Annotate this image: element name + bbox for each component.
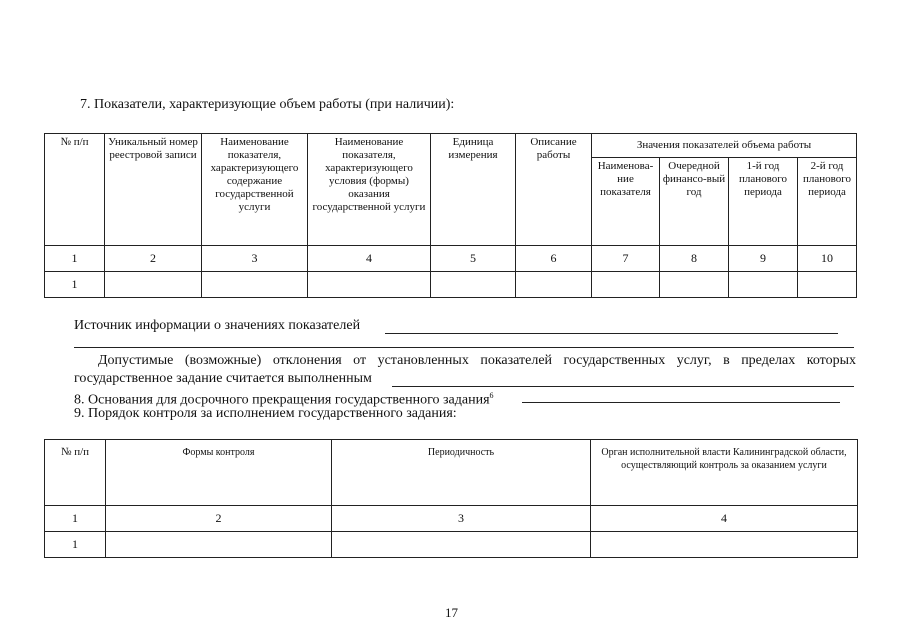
column-number: 6 xyxy=(516,246,592,272)
source-label: Источник информации о значениях показателей xyxy=(74,318,361,333)
header-periodicity: Периодичность xyxy=(332,440,591,506)
table-cell xyxy=(202,272,308,298)
table-cell xyxy=(106,532,332,558)
header-content-indicator: Наименование показателя, характеризующего содержание государственной услуги xyxy=(202,134,308,246)
header-number: № п/п xyxy=(45,440,106,506)
work-volume-table xyxy=(44,133,857,298)
header-indicator-name: Наименова-ние показателя xyxy=(592,158,660,246)
column-number: 3 xyxy=(332,506,591,532)
table-cell xyxy=(332,532,591,558)
column-number: 7 xyxy=(592,246,660,272)
table-cell xyxy=(431,272,516,298)
table-cell xyxy=(798,272,857,298)
page-number: 17 xyxy=(445,605,458,620)
column-number: 4 xyxy=(308,246,431,272)
column-number: 3 xyxy=(202,246,308,272)
table-cell xyxy=(591,532,858,558)
column-number: 2 xyxy=(106,506,332,532)
source-fill-line xyxy=(385,333,838,334)
column-number: 5 xyxy=(431,246,516,272)
table-cell xyxy=(308,272,431,298)
header-control-forms: Формы контроля xyxy=(106,440,332,506)
table-cell xyxy=(592,272,660,298)
row-number: 1 xyxy=(45,272,105,298)
header-conditions-indicator: Наименование показателя, характеризующего условия (формы) оказания государственной услуги xyxy=(308,134,431,246)
header-plan-year-2: 2-й год планового периода xyxy=(798,158,857,246)
header-work-description: Описание работы xyxy=(516,134,592,246)
header-current-year: Очередной финансо-вый год xyxy=(660,158,729,246)
source-fill-line-2 xyxy=(74,347,854,348)
section-8-fill-line xyxy=(522,402,840,403)
table-cell xyxy=(105,272,202,298)
section-9-heading: 9. Порядок контроля за исполнением государственного задания: xyxy=(74,406,457,421)
table-cell xyxy=(516,272,592,298)
header-volume-values: Значения показателей объема работы xyxy=(592,134,857,158)
column-number: 9 xyxy=(729,246,798,272)
row-number: 1 xyxy=(45,532,106,558)
control-table xyxy=(44,439,858,558)
column-number: 10 xyxy=(798,246,857,272)
header-unit: Единица измерения xyxy=(431,134,516,246)
column-number: 4 xyxy=(591,506,858,532)
header-number: № п/п xyxy=(45,134,105,246)
header-unique-number: Уникальный номер реестровой записи xyxy=(105,134,202,246)
column-number: 1 xyxy=(45,246,105,272)
header-plan-year-1: 1-й год планового периода xyxy=(729,158,798,246)
column-number: 1 xyxy=(45,506,106,532)
deviation-text: Допустимые (возможные) отклонения от установленных показателей государственных услуг, в пределах которых xyxy=(98,353,856,368)
deviation-text-2: государственное задание считается выполненным xyxy=(74,371,372,386)
column-number: 8 xyxy=(660,246,729,272)
footnote-mark: 6 xyxy=(489,391,494,400)
table-cell xyxy=(660,272,729,298)
table-cell xyxy=(729,272,798,298)
header-control-authority: Орган исполнительной власти Калининградской области, осуществляющий контроль за оказанием услуги xyxy=(591,440,858,506)
column-number: 2 xyxy=(105,246,202,272)
section-7-heading: 7. Показатели, характеризующие объем работы (при наличии): xyxy=(80,97,455,112)
section-8-label: 8. Основания для досрочного прекращения государственного задания xyxy=(74,392,490,408)
